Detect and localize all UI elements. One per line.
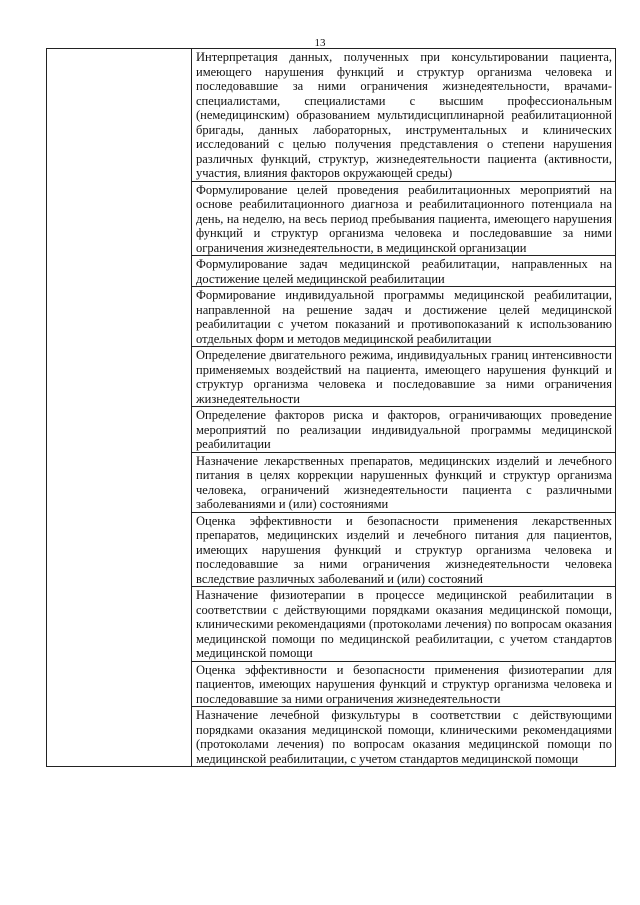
table-cell: [192, 587, 616, 662]
cell-text: Формулирование целей проведения реабилитационных мероприятий на основе реабилитационного диагноза и реабилитационного потенциала на день, на неделю, на весь период пребывания пациента, имеющего нарушения функций и структур организма человека и последовавшие за ними ограничения жизнедеятельности, в медицинской организации: [196, 182, 612, 255]
table-cell: [192, 49, 616, 182]
cell-text: Интерпретация данных, полученных при консультировании пациента, имеющего нарушения функций и структур организма человека и последовавшие за ними ограничения жизнедеятельности, врачами-специалистами, специалистами с высшим профессиональным (немедицинским) образованием мультидисциплинарной реабилитационной бригады, данных лабораторных, инструментальных и клинических исследований с целью получения представления о степени нарушения различных функций, структур, жизнедеятельности пациента (активности, участия, влияния факторов окружающей среды): [196, 50, 612, 180]
cell-text: Определение факторов риска и факторов, ограничивающих проведение мероприятий по реализации индивидуальной программы медицинской реабилитации: [196, 408, 612, 451]
table-cell: [192, 661, 616, 707]
cell-text: Оценка эффективности и безопасности применения лекарственных препаратов, медицинских изделий и лечебного питания для пациентов, имеющих нарушения функций и структур организма человека и последовавшие за ними ограничения жизнедеятельности человека вследствие различных заболеваний и (или) состояний: [196, 513, 612, 586]
cell-text: Формирование индивидуальной программы медицинской реабилитации, направленной на решение задач и достижение целей медицинской реабилитации с учетом показаний и противопоказаний к использованию отдельных форм и методов медицинской реабилитации: [196, 288, 612, 346]
table-cell: [192, 407, 616, 453]
cell-text: Назначение физиотерапии в процессе медицинской реабилитации в соответствии с действующими порядками оказания медицинской помощи, клиническими рекомендациями (протоколами лечения) по вопросам оказания медицинской помощи по медицинской реабилитации, с учетом стандартов медицинской помощи: [196, 588, 612, 660]
table-cell: [192, 452, 616, 512]
cell-text: Оценка эффективности и безопасности применения физиотерапии для пациентов, имеющих нарушения функций и структур организма человека и последовавшие за ними ограничения жизнедеятельности: [196, 662, 612, 706]
table-cell: [192, 256, 616, 287]
cell-text: Назначение лекарственных препаратов, медицинских изделий и лечебного питания в целях коррекции нарушенных функций и структур организма человека, ограничений жизнедеятельности пациента с различными заболеваниями и (или) состояниями: [196, 453, 612, 511]
table-cell: [192, 347, 616, 407]
table-cell: [192, 287, 616, 347]
cell-text: Определение двигательного режима, индивидуальных границ интенсивности применяемых воздействий на пациента, имеющего нарушения функций и структур организма человека и последовавшие за ними ограничения жизнедеятельности: [196, 348, 612, 406]
table-cell: [192, 512, 616, 587]
page-number: 13: [314, 37, 326, 49]
cell-text: Назначение лечебной физкультуры в соответствии с действующими порядками оказания медицинской помощи, клиническими рекомендациями (протоколами лечения) по вопросам оказания медицинской помощи по медицинской реабилитации, с учетом стандартов медицинской помощи: [196, 708, 612, 766]
requirements-table: [46, 48, 616, 767]
left-column-cell: [47, 49, 192, 767]
table-cell: [192, 707, 616, 767]
table-cell: [192, 181, 616, 256]
table-row: [47, 49, 616, 182]
cell-text: Формулирование задач медицинской реабилитации, направленных на достижение целей медицинской реабилитации: [196, 257, 612, 286]
